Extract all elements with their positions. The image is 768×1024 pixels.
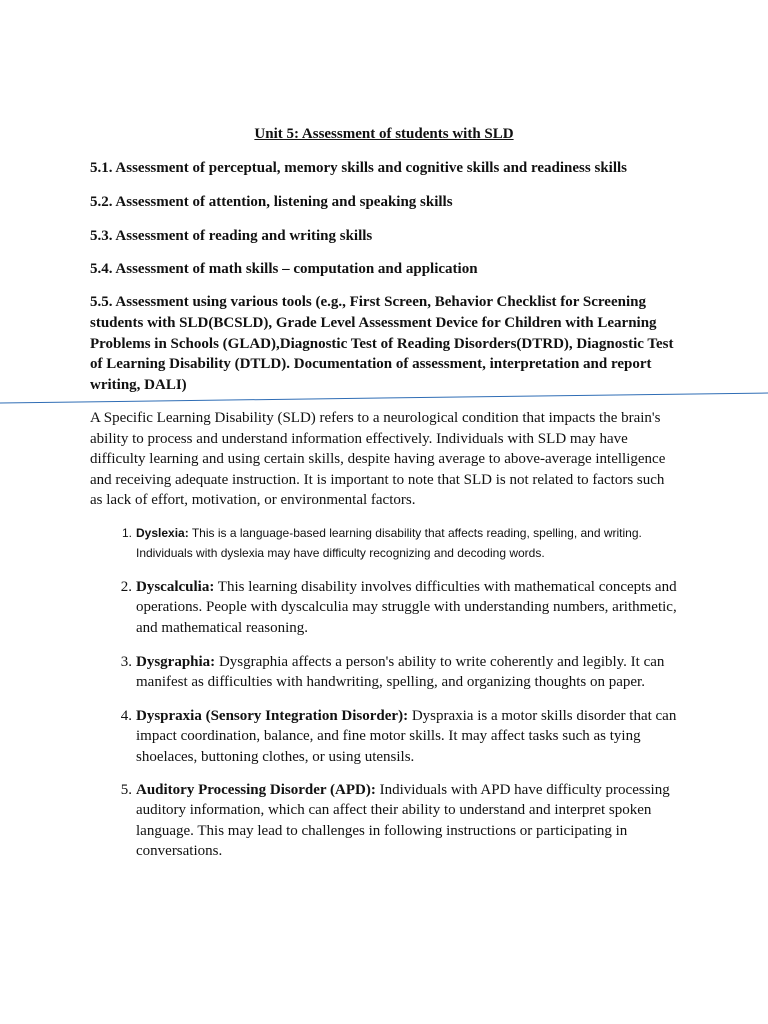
section-divider <box>0 390 768 410</box>
intro-paragraph: A Specific Learning Disability (SLD) refers to a neurological condition that impacts the brain's ability to process and understand information effectively. Individuals with SLD may have difficulty learning and using certain skills, despite having average to above-average intelligence and receiving adequate instruction. It is important to note that SLD is not related to factors such as lack of effort, motivation, or environmental factors. <box>90 410 666 508</box>
list-item-number: 5. <box>120 782 132 798</box>
list-item-number: 4. <box>120 708 132 724</box>
list-item-term: Dyspraxia (Sensory Integration Disorder): <box>136 708 409 724</box>
list-item-body <box>136 706 681 767</box>
list-item-term: Auditory Processing Disorder (APD): <box>136 782 376 798</box>
heading-5-4: 5.4. Assessment of math skills – computation and application <box>90 261 478 277</box>
list-item-body <box>136 577 681 638</box>
list-item-body <box>136 523 681 563</box>
list-item-body <box>136 780 681 861</box>
list-item-number: 3. <box>120 654 132 670</box>
list-item-text: Individuals with APD have difficulty processing auditory information, which can affect their ability to understand and interpret spoken language. This may lead to challenges in following instructions or participating in conversations. <box>136 782 670 859</box>
list-item-term: Dyscalculia: <box>136 579 215 595</box>
list-item-text: This learning disability involves difficulties with mathematical concepts and operations. People with dyscalculia may struggle with understanding numbers, arithmetic, and mathematical reasoning. <box>136 579 677 636</box>
list-item-number: 2. <box>120 579 132 595</box>
heading-5-1: 5.1. Assessment of perceptual, memory skills and cognitive skills and readiness skills <box>90 160 627 176</box>
list-item-text: This is a language-based learning disability that affects reading, spelling, and writing. Individuals with dyslexia may have difficulty recognizing and decoding words. <box>136 526 642 560</box>
heading-5-2: 5.2. Assessment of attention, listening and speaking skills <box>90 194 453 210</box>
list-item-term: Dysgraphia: <box>136 654 216 670</box>
list-item-number: 1. <box>121 526 132 540</box>
list-item-body <box>136 652 681 693</box>
list-item-text: Dysgraphia affects a person's ability to write coherently and legibly. It can manifest as difficulties with handwriting, spelling, and organizing thoughts on paper. <box>136 654 665 691</box>
list-item-text: Dyspraxia is a motor skills disorder that can impact coordination, balance, and fine motor skills. It may affect tasks such as tying shoelaces, buttoning clothes, or using utensils. <box>136 708 677 765</box>
divider-line <box>0 393 768 403</box>
heading-5-5: 5.5. Assessment using various tools (e.g., First Screen, Behavior Checklist for Screening students with SLD(BCSLD), Grade Level Assessment Device for Children with Learning Problems in Schools (GLAD),Diagnostic Test of Reading Disorders(DTRD), Diagnostic Test of Learning Disability (DTLD). Documentation of assessment, interpretation and report writing, DALI) <box>90 294 674 394</box>
unit-title: Unit 5: Assessment of students with SLD <box>254 126 514 142</box>
heading-5-3: 5.3. Assessment of reading and writing skills <box>90 228 373 244</box>
list-item-term: Dyslexia: <box>136 526 189 540</box>
